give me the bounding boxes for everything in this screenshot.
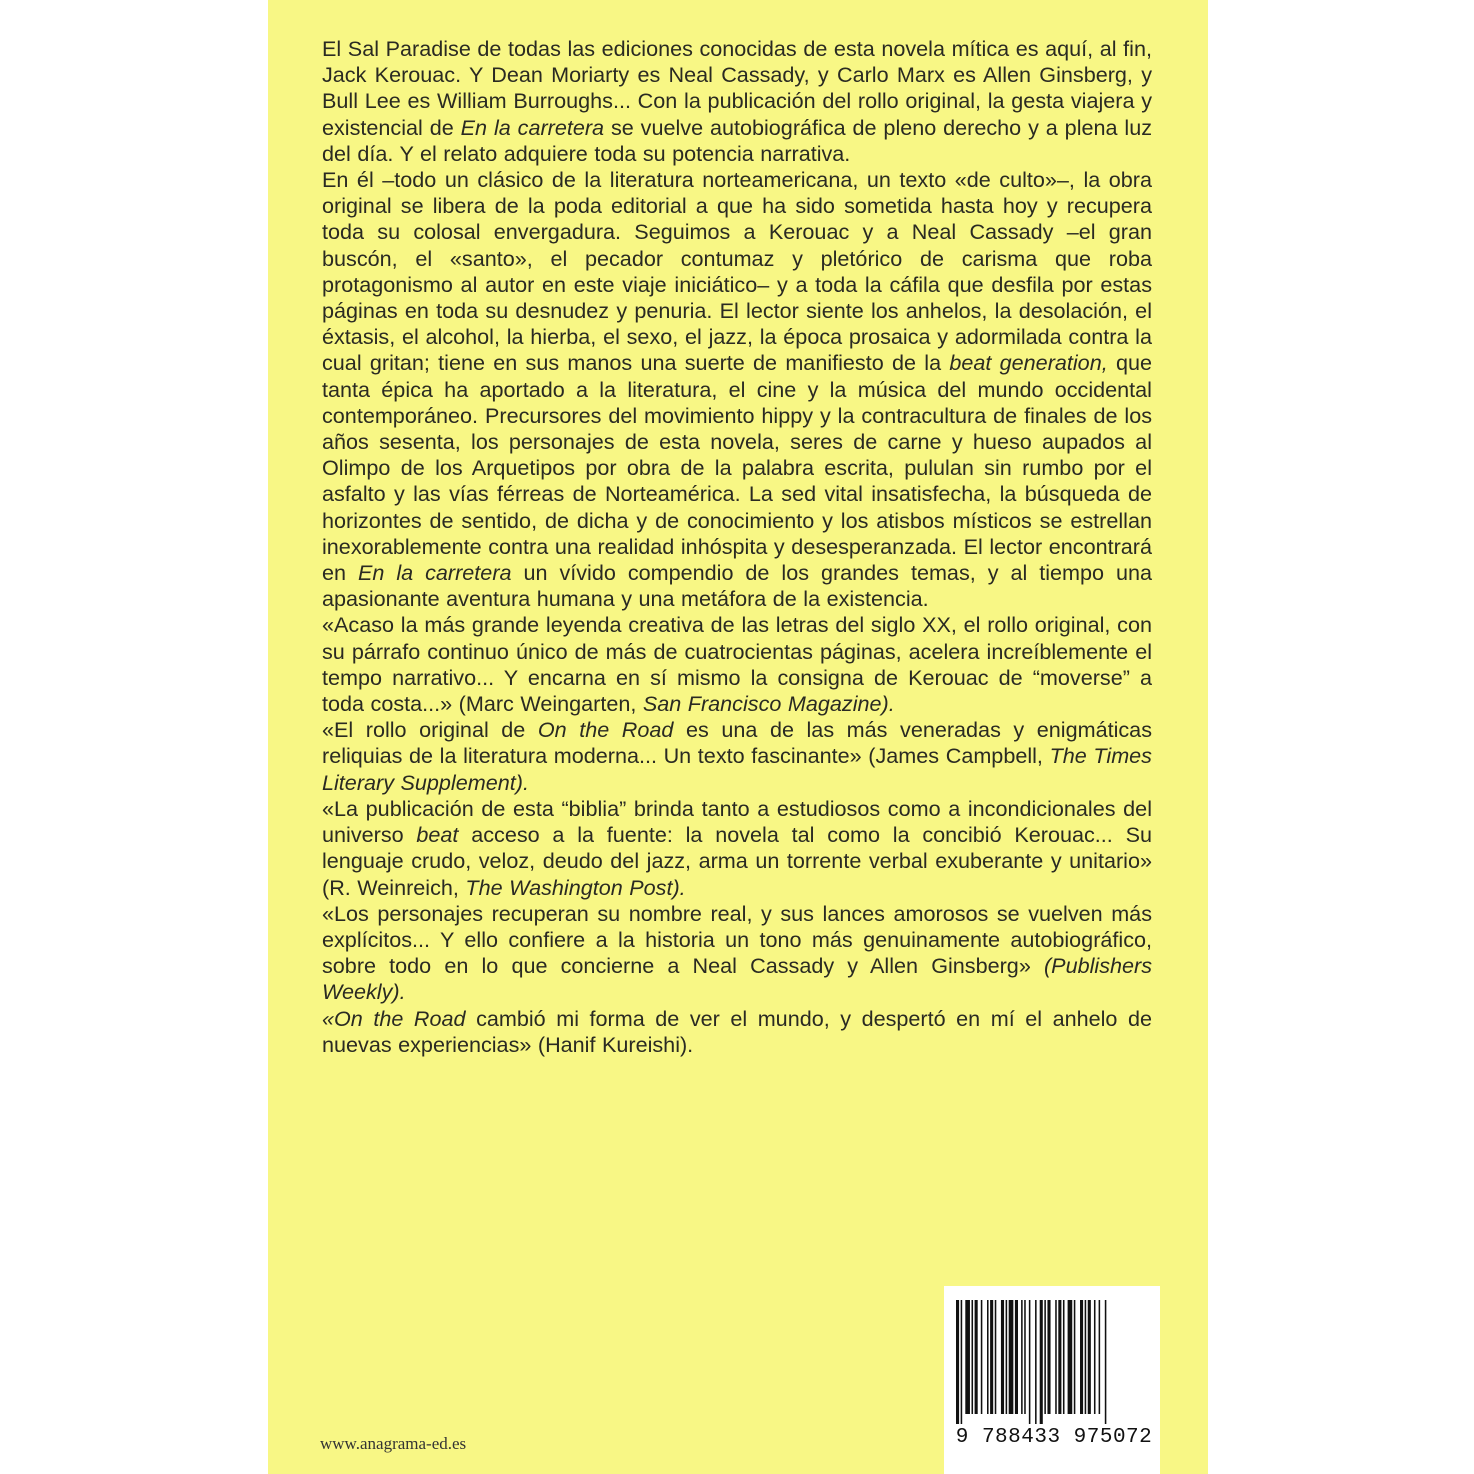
barcode-bar — [1068, 1300, 1073, 1414]
text-run: un vívido compendio de los grandes temas, y al tiempo una apasionante aventura humana y una metáfora de la existencia. — [322, 560, 1153, 612]
italic-title: En la carretera — [357, 560, 512, 586]
review-quote-campbell — [322, 717, 1152, 796]
barcode-bar — [1047, 1300, 1050, 1414]
barcode-bar — [1029, 1300, 1031, 1424]
italic-title: On the Road — [537, 717, 674, 743]
text-run: En él –todo un clásico de la literatura norteamericana, un texto «de culto»–, la obra original se libera de la poda editorial a que ha sido sometida hasta hoy y recupera toda su colosal envergadura. Seguimos a Kerouac y a Neal Cassady –el gran buscón, el «santo», el pecador contumaz y pletórico de carisma que roba protagonismo al autor en este viaje iniciático– y a toda la cáfila que desfila por estas páginas en toda su desnudez y penuria. El lector siente los anhelos, la desolación, el éxtasis, el alcohol, la hierba, el sexo, el jazz, la época prosaica y adormilada contra la cual gritan; tiene en sus manos una suerte de manifiesto de la — [322, 167, 1152, 376]
italic-title: «On the Road — [322, 1005, 466, 1031]
italic-term: beat generation, — [949, 350, 1108, 376]
review-quote-kureishi — [322, 1006, 1152, 1058]
barcode-bar — [1094, 1300, 1096, 1414]
barcode-bar — [1024, 1300, 1026, 1414]
barcode-bar — [1088, 1300, 1091, 1414]
barcode-bar — [981, 1300, 983, 1414]
barcode-bar — [1001, 1300, 1004, 1414]
barcode-bar — [975, 1300, 978, 1414]
barcode-bar — [1035, 1300, 1037, 1424]
book-back-cover — [268, 0, 1208, 1474]
text-run: se vuelve autobiográfica de pleno derecho y a plena luz del día. Y el relato adquiere toda su potencia narrativa. — [322, 114, 1153, 166]
barcode-bar — [1055, 1300, 1057, 1414]
barcode-bar — [990, 1300, 993, 1414]
text-run: que tanta épica ha aportado a la literatura, el cine y la música del mundo occidental contemporáneo. Precursores del movimiento hippy y la contracultura de finales de los años sesenta, los personajes de esta novela, seres de carne y hueso aupados al Olimpo de los Arquetipos por obra de la palabra escrita, pululan sin rumbo por el asfalto y las vías férreas de Norteamérica. La sed vital insatisfecha, la búsqueda de horizontes de sentido, de dicha y de conocimiento y los atisbos místicos se estrellan inexorablemente contra una realidad inhóspita y desesperanzada. El lector encontrará en — [322, 350, 1152, 586]
text-run: «Los personajes recuperan su nombre real, y sus lances amorosos se vuelven más explícitos... Y ello confiere a la historia un tono más genuinamente autobiográfico, sobre todo en lo que concierne a Neal Cassady y Allen Ginsberg» — [322, 900, 1152, 979]
barcode-bar — [956, 1300, 959, 1424]
barcode-bar — [987, 1300, 989, 1414]
barcode-bar — [1015, 1300, 1018, 1414]
barcode-bar — [1063, 1300, 1065, 1414]
italic-source: San Francisco Magazine). — [642, 691, 895, 717]
italic-term: beat — [416, 822, 459, 848]
text-run: El Sal Paradise de todas las ediciones conocidas de esta novela mítica es aquí, al fin, Jack Kerouac. Y Dean Moriarty es Neal Cassady, y Carlo Marx es Allen Ginsberg, y Bull Lee es William Burroughs... Con la publicación del rollo original, la gesta viajera y existencial de — [322, 36, 1152, 140]
barcode-bar — [1074, 1300, 1076, 1414]
text-run: es una de las más veneradas y enigmáticas reliquias de la literatura moderna... Un texto fascinante» (James Campbell, — [322, 717, 1152, 769]
text-run: cambió mi forma de ver el mundo, y despertó en mí el anhelo de nuevas experiencias» (Hanif Kureishi). — [322, 1005, 1152, 1057]
text-run: «El rollo original de — [322, 717, 538, 743]
barcode-bar — [1044, 1300, 1046, 1414]
barcode-bars — [952, 1300, 1152, 1424]
barcode-bar — [1099, 1300, 1101, 1414]
barcode-bar — [995, 1300, 997, 1414]
barcode-bar — [961, 1300, 963, 1424]
review-quote-weingarten — [322, 612, 1152, 717]
barcode-bar — [1105, 1300, 1107, 1424]
barcode-bar — [1040, 1300, 1043, 1424]
barcode-bar — [1058, 1300, 1061, 1414]
text-run: acceso a la fuente: la novela tal como la concibió Kerouac... Su lenguaje crudo, veloz, deudo del jazz, arma un torrente verbal exuberante y unitario» (R. Weinreich, — [322, 822, 1152, 900]
barcode-bar — [1080, 1300, 1083, 1414]
italic-source: (Publishers Weekly). — [322, 953, 1152, 1005]
barcode-bar — [1009, 1300, 1014, 1414]
italic-source: The Times Literary Supplement). — [322, 743, 1152, 795]
review-quote-publishers-weekly — [322, 901, 1152, 1006]
text-run: «La publicación de esta “biblia” brinda tanto a estudiosos como a incondicionales del universo — [322, 795, 1152, 848]
isbn-barcode — [944, 1286, 1160, 1474]
barcode-bar — [1021, 1300, 1023, 1414]
barcode-bar — [1085, 1300, 1087, 1414]
publisher-website: www.anagrama-ed.es — [320, 1434, 467, 1453]
italic-source: The Washington Post). — [465, 874, 686, 900]
text-run: «Acaso la más grande leyenda creativa de las letras del siglo XX, el rollo original, con su párrafo continuo único de más de cuatrocientas páginas, acelera increíblemente el tempo narrativo... Y encarna en sí mismo la consigna de Kerouac de “moverse” a toda costa...» (Marc Weingarten, — [322, 612, 1152, 717]
italic-title: En la carretera — [460, 114, 605, 140]
synopsis-paragraph-1 — [322, 36, 1152, 167]
barcode-bar — [972, 1300, 974, 1414]
synopsis-paragraph-2 — [322, 167, 1152, 612]
barcode-bar — [1006, 1300, 1008, 1414]
review-quote-weinreich — [322, 796, 1152, 901]
isbn-number: 9 788433 975072 — [955, 1426, 1153, 1449]
barcode-bar — [965, 1300, 970, 1414]
synopsis-text — [322, 36, 1152, 1058]
